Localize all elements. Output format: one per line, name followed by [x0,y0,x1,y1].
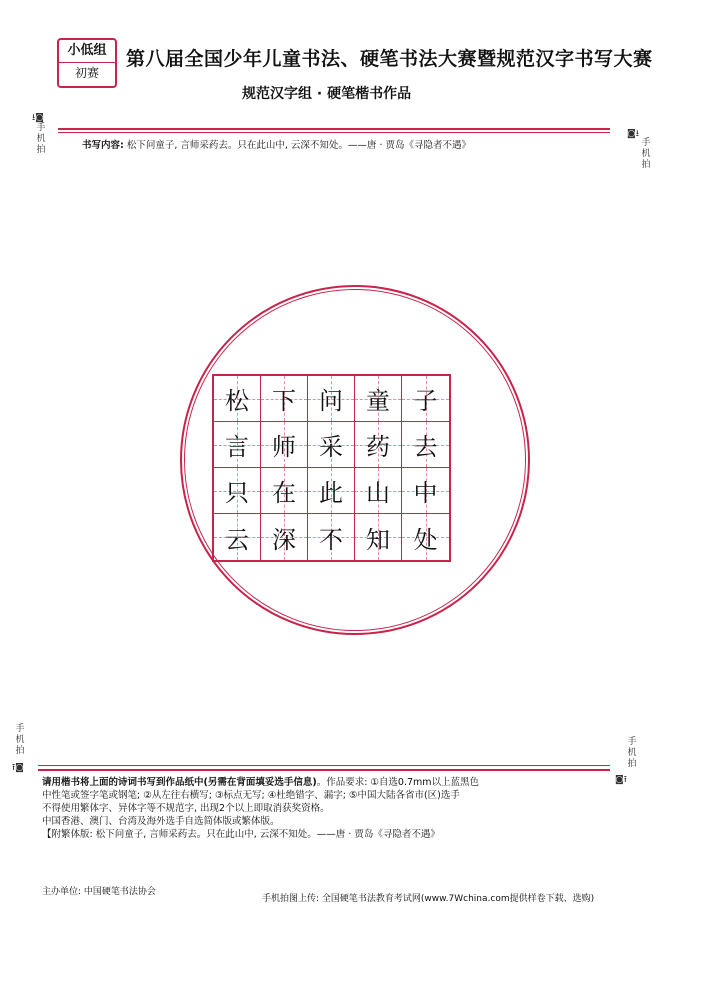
grid-cell: 下 [261,376,308,422]
badge-round-label: 初赛 [74,66,99,80]
side-label-bottom-right: 手机拍 [627,737,637,769]
grid-cell: 此 [308,468,355,514]
organizer-text: 主办单位: 中国硬笔书法协会 [42,887,156,897]
grid-cell: 采 [308,422,355,468]
side-label-top-left: 手机拍 [36,123,46,155]
grid-cell: 子 [402,376,449,422]
instructions-line-1 [42,776,632,789]
grid-cell: 云 [214,514,261,560]
group-badge [57,38,117,88]
upload-text: 手机拍图上传: 全国硬笔书法教育考试网(www.7Wchina.com提供样卷下载、选购) [262,894,595,904]
instructions-line-2: 中性笔或签字笔或钢笔; ②从左往右横写; ③标点无写; ④杜绝错字、漏字; ⑤中国大陆各省市(区)选手 [42,790,460,801]
grid-cell: 知 [355,514,402,560]
writing-content [82,137,471,151]
writing-content-text: 松下问童子, 言师采药去。只在此山中, 云深不知处。——唐 · 贾岛《寻隐者不遇》 [126,140,471,151]
side-label-top-right: 手机拍 [641,138,651,170]
camera-icon-top-left: ⭳◙ [32,113,44,123]
bottom-rule [38,769,610,771]
grid-cell: 只 [214,468,261,514]
grid-cell: 问 [308,376,355,422]
grid-cell: 中 [402,468,449,514]
grid-cell: 童 [355,376,402,422]
writing-content-label: 书写内容: [82,140,124,151]
top-rule [58,128,610,130]
grid-cell: 在 [261,468,308,514]
side-label-bottom-left: 手机拍 [15,724,25,756]
grid-cell: 处 [402,514,449,560]
grid-cell: 药 [355,422,402,468]
instructions-line-3: 不得使用繁体字、异体字等不规范字, 出现2个以上即取消获奖资格。 [42,803,330,814]
camera-icon-bottom-right: ◙⭱ [615,775,627,785]
bottom-rule-thin [38,765,610,766]
instructions [42,776,632,841]
camera-icon-top-right: ◙⭳ [627,129,639,139]
character-grid [212,374,451,562]
grid-cell: 师 [261,422,308,468]
camera-icon-bottom-left: ⭱◙ [12,763,24,773]
grid-cell: 言 [214,422,261,468]
grid-cell: 深 [261,514,308,560]
instructions-line-5: 【附繁体版: 松下问童子, 言师采药去。只在此山中, 云深不知处。——唐 · 贾岛《寻隐者不遇》 [42,829,440,840]
grid-cell: 不 [308,514,355,560]
grid-cell: 去 [402,422,449,468]
page-title: 第八届全国少年儿童书法、硬笔书法大赛暨规范汉字书写大赛 [126,48,653,70]
instructions-lead-rest: 。作品要求: ①自选0.7mm以上蓝黑色 [316,777,480,788]
badge-group-label: 小低组 [59,40,115,63]
grid-cell: 山 [355,468,402,514]
top-rule-thin [58,132,610,133]
grid-cell: 松 [214,376,261,422]
instructions-lead: 请用楷书将上面的诗词书写到作品纸中(另需在背面填妥选手信息) [42,777,317,788]
page-subtitle: 规范汉字组 · 硬笔楷书作品 [242,86,412,102]
instructions-line-4: 中国香港、澳门、台湾及海外选手自选简体版或繁体版。 [42,816,280,827]
